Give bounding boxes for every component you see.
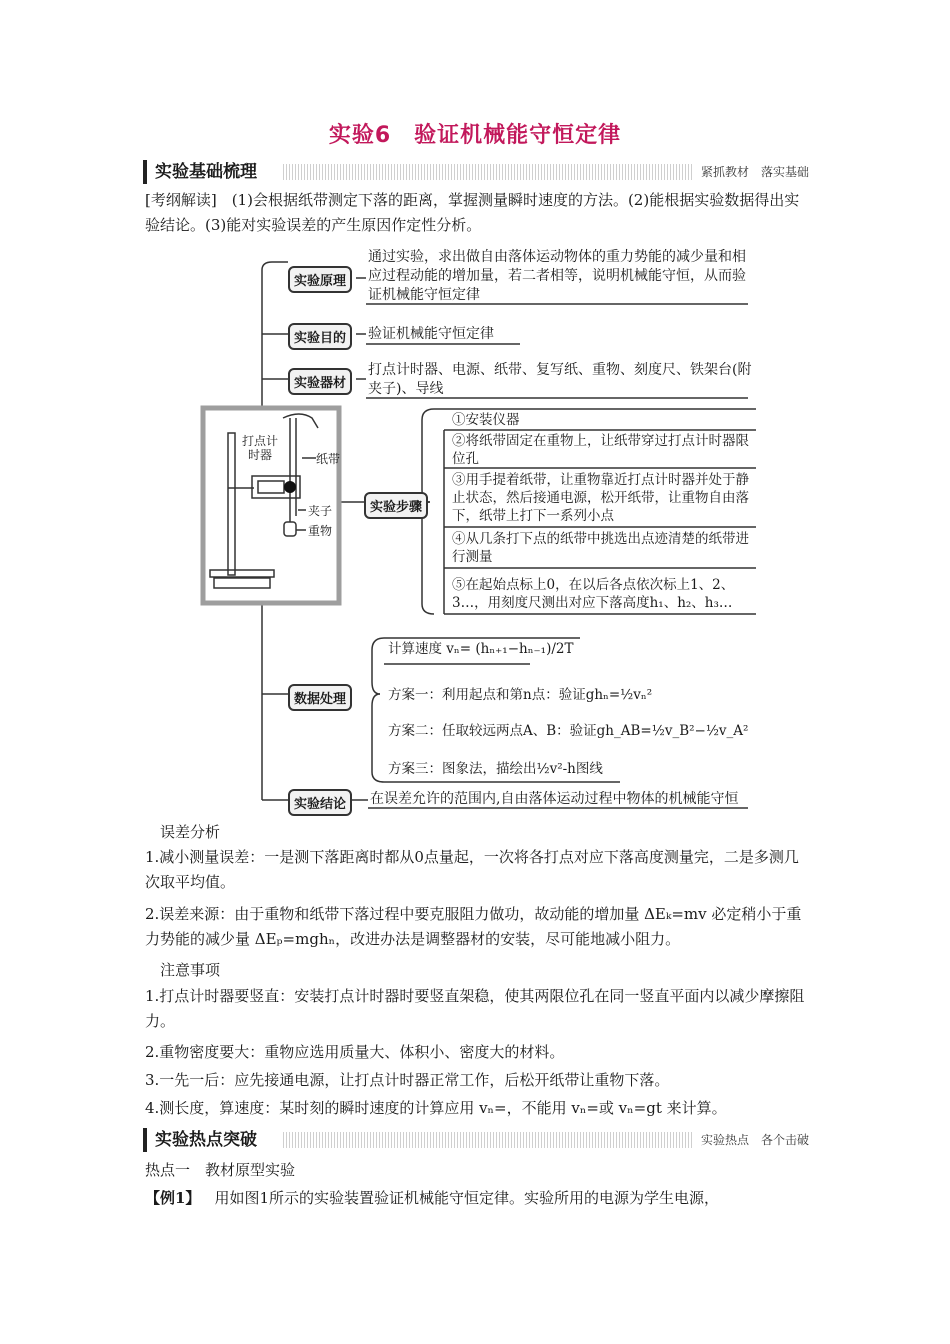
step-3: ③用手提着纸带，让重物靠近打点计时器并处于静止状态，然后接通电源，松开纸带，让重物自由落下，纸带上打下一系列小点 — [452, 472, 749, 524]
section-banner-hotspots — [143, 1128, 813, 1152]
step-4: ④从几条打下点的纸带中挑选出点迹清楚的纸带进行测量 — [452, 531, 749, 565]
step-1: ①安装仪器 — [452, 412, 520, 428]
data-item-plan1: 方案一：利用起点和第n点：验证ghₙ=½vₙ² — [388, 687, 653, 703]
step-2: ②将纸带固定在重物上，让纸带穿过打点计时器限位孔 — [452, 433, 749, 467]
banner-subtitle: 实验热点 各个击破 — [693, 1128, 813, 1152]
error-item-1: 1.减小测量误差：一是测下落距离时都从0点量起，一次将各打点对应下落高度测量完，二是多测几次取平均值。 — [145, 848, 799, 891]
note-item-4: 4.测长度，算速度：某时刻的瞬时速度的计算应用 vₙ=，不能用 vₙ=或 vₙ=gt 来计算。 — [145, 1099, 727, 1117]
data-item-plan3: 方案三：图象法，描绘出½v²-h图线 — [388, 761, 603, 777]
heading-notes: 注意事项 — [160, 961, 221, 979]
figure-label-clip: 夹子 — [308, 504, 333, 518]
figure-label-timer: 打点计时器 — [241, 434, 278, 462]
label-principle: 实验原理 — [288, 266, 352, 293]
label-steps: 实验步骤 — [364, 492, 428, 519]
data-item-velocity: 计算速度 vₙ= (hₙ₊₁−hₙ₋₁)/2T — [388, 641, 574, 657]
example-1 — [145, 1186, 813, 1211]
hotspot-heading: 热点一 教材原型实验 — [145, 1161, 296, 1179]
note-item-2: 2.重物密度要大：重物应选用质量大、体积小、密度大的材料。 — [145, 1043, 565, 1061]
label-purpose: 实验目的 — [288, 323, 352, 350]
heading-error: 误差分析 — [160, 823, 221, 841]
page-title: 实验6 验证机械能守恒定律 — [328, 123, 622, 148]
equipment-text: 打点计时器、电源、纸带、复写纸、重物、刻度尺、铁架台(附夹子)、导线 — [368, 362, 752, 397]
figure-label-weight: 重物 — [308, 524, 333, 538]
step-5: ⑤在起始点标上0，在以后各点依次标上1、2、3…，用刻度尺测出对应下落高度h₁、h₂、h₃… — [452, 577, 735, 611]
banner-subtitle: 紧抓教材 落实基础 — [693, 160, 813, 184]
syllabus-outline: [考纲解读] (1)会根据纸带测定下落的距离，掌握测量瞬时速度的方法。(2)能根据实验数据得出实验结论。(3)能对实验误差的产生原因作定性分析。 — [145, 191, 800, 234]
banner-label: 实验基础梳理 — [143, 160, 265, 184]
note-item-1: 1.打点计时器要竖直：安装打点计时器时要竖直架稳，使其两限位孔在同一竖直平面内以减少摩擦阻力。 — [145, 987, 805, 1030]
conclusion-text: 在误差允许的范围内,自由落体运动过程中物体的机械能守恒 — [370, 791, 739, 807]
error-item-2: 2.误差来源：由于重物和纸带下落过程中要克服阻力做功，故动能的增加量 ΔEₖ=mv 必定稍小于重力势能的减少量 ΔEₚ=mghₙ，改进办法是调整器材的安装，尽可能地减小阻力。 — [145, 905, 802, 948]
purpose-text: 验证机械能守恒定律 — [368, 326, 494, 342]
label-conclusion: 实验结论 — [288, 789, 352, 816]
figure-label-tape: 纸带 — [316, 452, 341, 466]
example-text: 用如图1所示的实验装置验证机械能守恒定律。实验所用的电源为学生电源， — [214, 1189, 719, 1207]
note-item-3: 3.一先一后：应先接通电源，让打点计时器正常工作，后松开纸带让重物下落。 — [145, 1071, 670, 1089]
label-data: 数据处理 — [288, 684, 352, 711]
example-tag: 【例1】 — [145, 1189, 201, 1207]
banner-label: 实验热点突破 — [143, 1128, 265, 1152]
principle-text: 通过实验，求出做自由落体运动物体的重力势能的减少量和相应过程动能的增加量，若二者相等，说明机械能守恒，从而验证机械能守恒定律 — [368, 249, 746, 303]
label-equipment: 实验器材 — [288, 368, 352, 395]
data-item-plan2: 方案二：任取较远两点A、B：验证gh_AB=½v_B²−½v_A² — [388, 723, 749, 739]
